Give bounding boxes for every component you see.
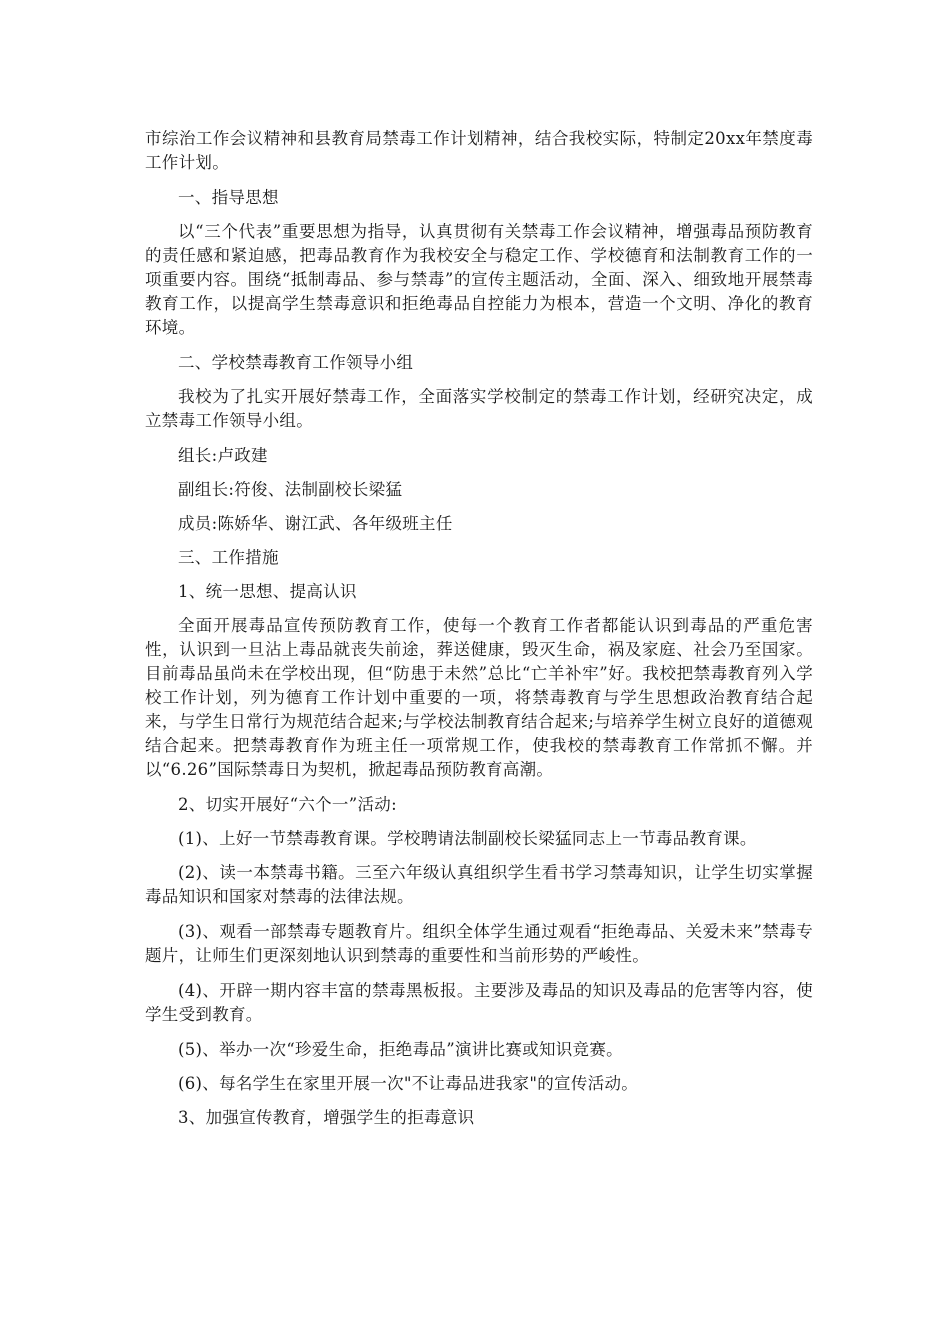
intro-paragraph: 市综治工作会议精神和县教育局禁毒工作计划精神，结合我校实际，特制定20xx年禁度毒工作计划。 bbox=[145, 129, 813, 172]
document-body bbox=[145, 127, 813, 1140]
guiding-ideology-paragraph: 以“三个代表”重要思想为指导，认真贯彻有关禁毒工作会议精神，增强毒品预防教育的责任感和紧迫感，把毒品教育作为我校安全与稳定工作、学校德育和法制教育工作的一项重要内容。围绕“抵制毒品、参与禁毒”的宣传主题活动，全面、深入、细致地开展禁毒教育工作，以提高学生禁毒意识和拒绝毒品自控能力为根本，营造一个文明、净化的教育环境。 bbox=[145, 222, 813, 337]
section-heading-measures: 三、工作措施 bbox=[178, 548, 279, 567]
activity-item-4: (4)、开辟一期内容丰富的禁毒黑板报。主要涉及毒品的知识及毒品的危害等内容，使学生受到教育。 bbox=[145, 981, 813, 1024]
unify-thinking-paragraph: 全面开展毒品宣传预防教育工作，使每一个教育工作者都能认识到毒品的严重危害性，认识到一旦沾上毒品就丧失前途，葬送健康，毁灭生命，祸及家庭、社会乃至国家。目前毒品虽尚未在学校出现，但“防患于未然”总比“亡羊补牢”好。我校把禁毒教育列入学校工作计划，列为德育工作计划中重要的一项，将禁毒教育与学生思想政治教育结合起来，与学生日常行为规范结合起来;与学校法制教育结合起来;与培养学生树立良好的道德观结合起来。把禁毒教育作为班主任一项常规工作，使我校的禁毒教育工作常抓不懈。并以“6.26”国际禁毒日为契机，掀起毒品预防教育高潮。 bbox=[145, 616, 813, 779]
group-leader-line: 组长:卢政建 bbox=[178, 446, 268, 465]
leading-group-paragraph: 我校为了扎实开展好禁毒工作，全面落实学校制定的禁毒工作计划，经研究决定，成立禁毒工作领导小组。 bbox=[145, 387, 813, 430]
activity-item-5: (5)、举办一次“珍爱生命，拒绝毒品”演讲比赛或知识竞赛。 bbox=[178, 1040, 623, 1059]
activity-item-3: (3)、观看一部禁毒专题教育片。组织全体学生通过观看“拒绝毒品、关爱未来”禁毒专题片，让师生们更深刻地认识到禁毒的重要性和当前形势的严峻性。 bbox=[145, 922, 813, 965]
deputy-leader-line: 副组长:符俊、法制副校长梁猛 bbox=[178, 480, 403, 499]
subheading-strengthen-publicity: 3、加强宣传教育，增强学生的拒毒意识 bbox=[178, 1108, 475, 1127]
subheading-unify-thinking: 1、统一思想、提高认识 bbox=[178, 582, 357, 601]
activity-item-6: (6)、每名学生在家里开展一次"不让毒品进我家"的宣传活动。 bbox=[178, 1074, 639, 1093]
section-heading-guiding-ideology: 一、指导思想 bbox=[178, 188, 279, 207]
subheading-six-ones: 2、切实开展好“六个一”活动: bbox=[178, 795, 397, 814]
section-heading-leading-group: 二、学校禁毒教育工作领导小组 bbox=[178, 353, 414, 372]
members-line: 成员:陈娇华、谢江武、各年级班主任 bbox=[178, 514, 453, 533]
activity-item-2: (2)、读一本禁毒书籍。三至六年级认真组织学生看书学习禁毒知识，让学生切实掌握毒品知识和国家对禁毒的法律法规。 bbox=[145, 863, 813, 906]
activity-item-1: (1)、上好一节禁毒教育课。学校聘请法制副校长梁猛同志上一节毒品教育课。 bbox=[178, 829, 757, 848]
